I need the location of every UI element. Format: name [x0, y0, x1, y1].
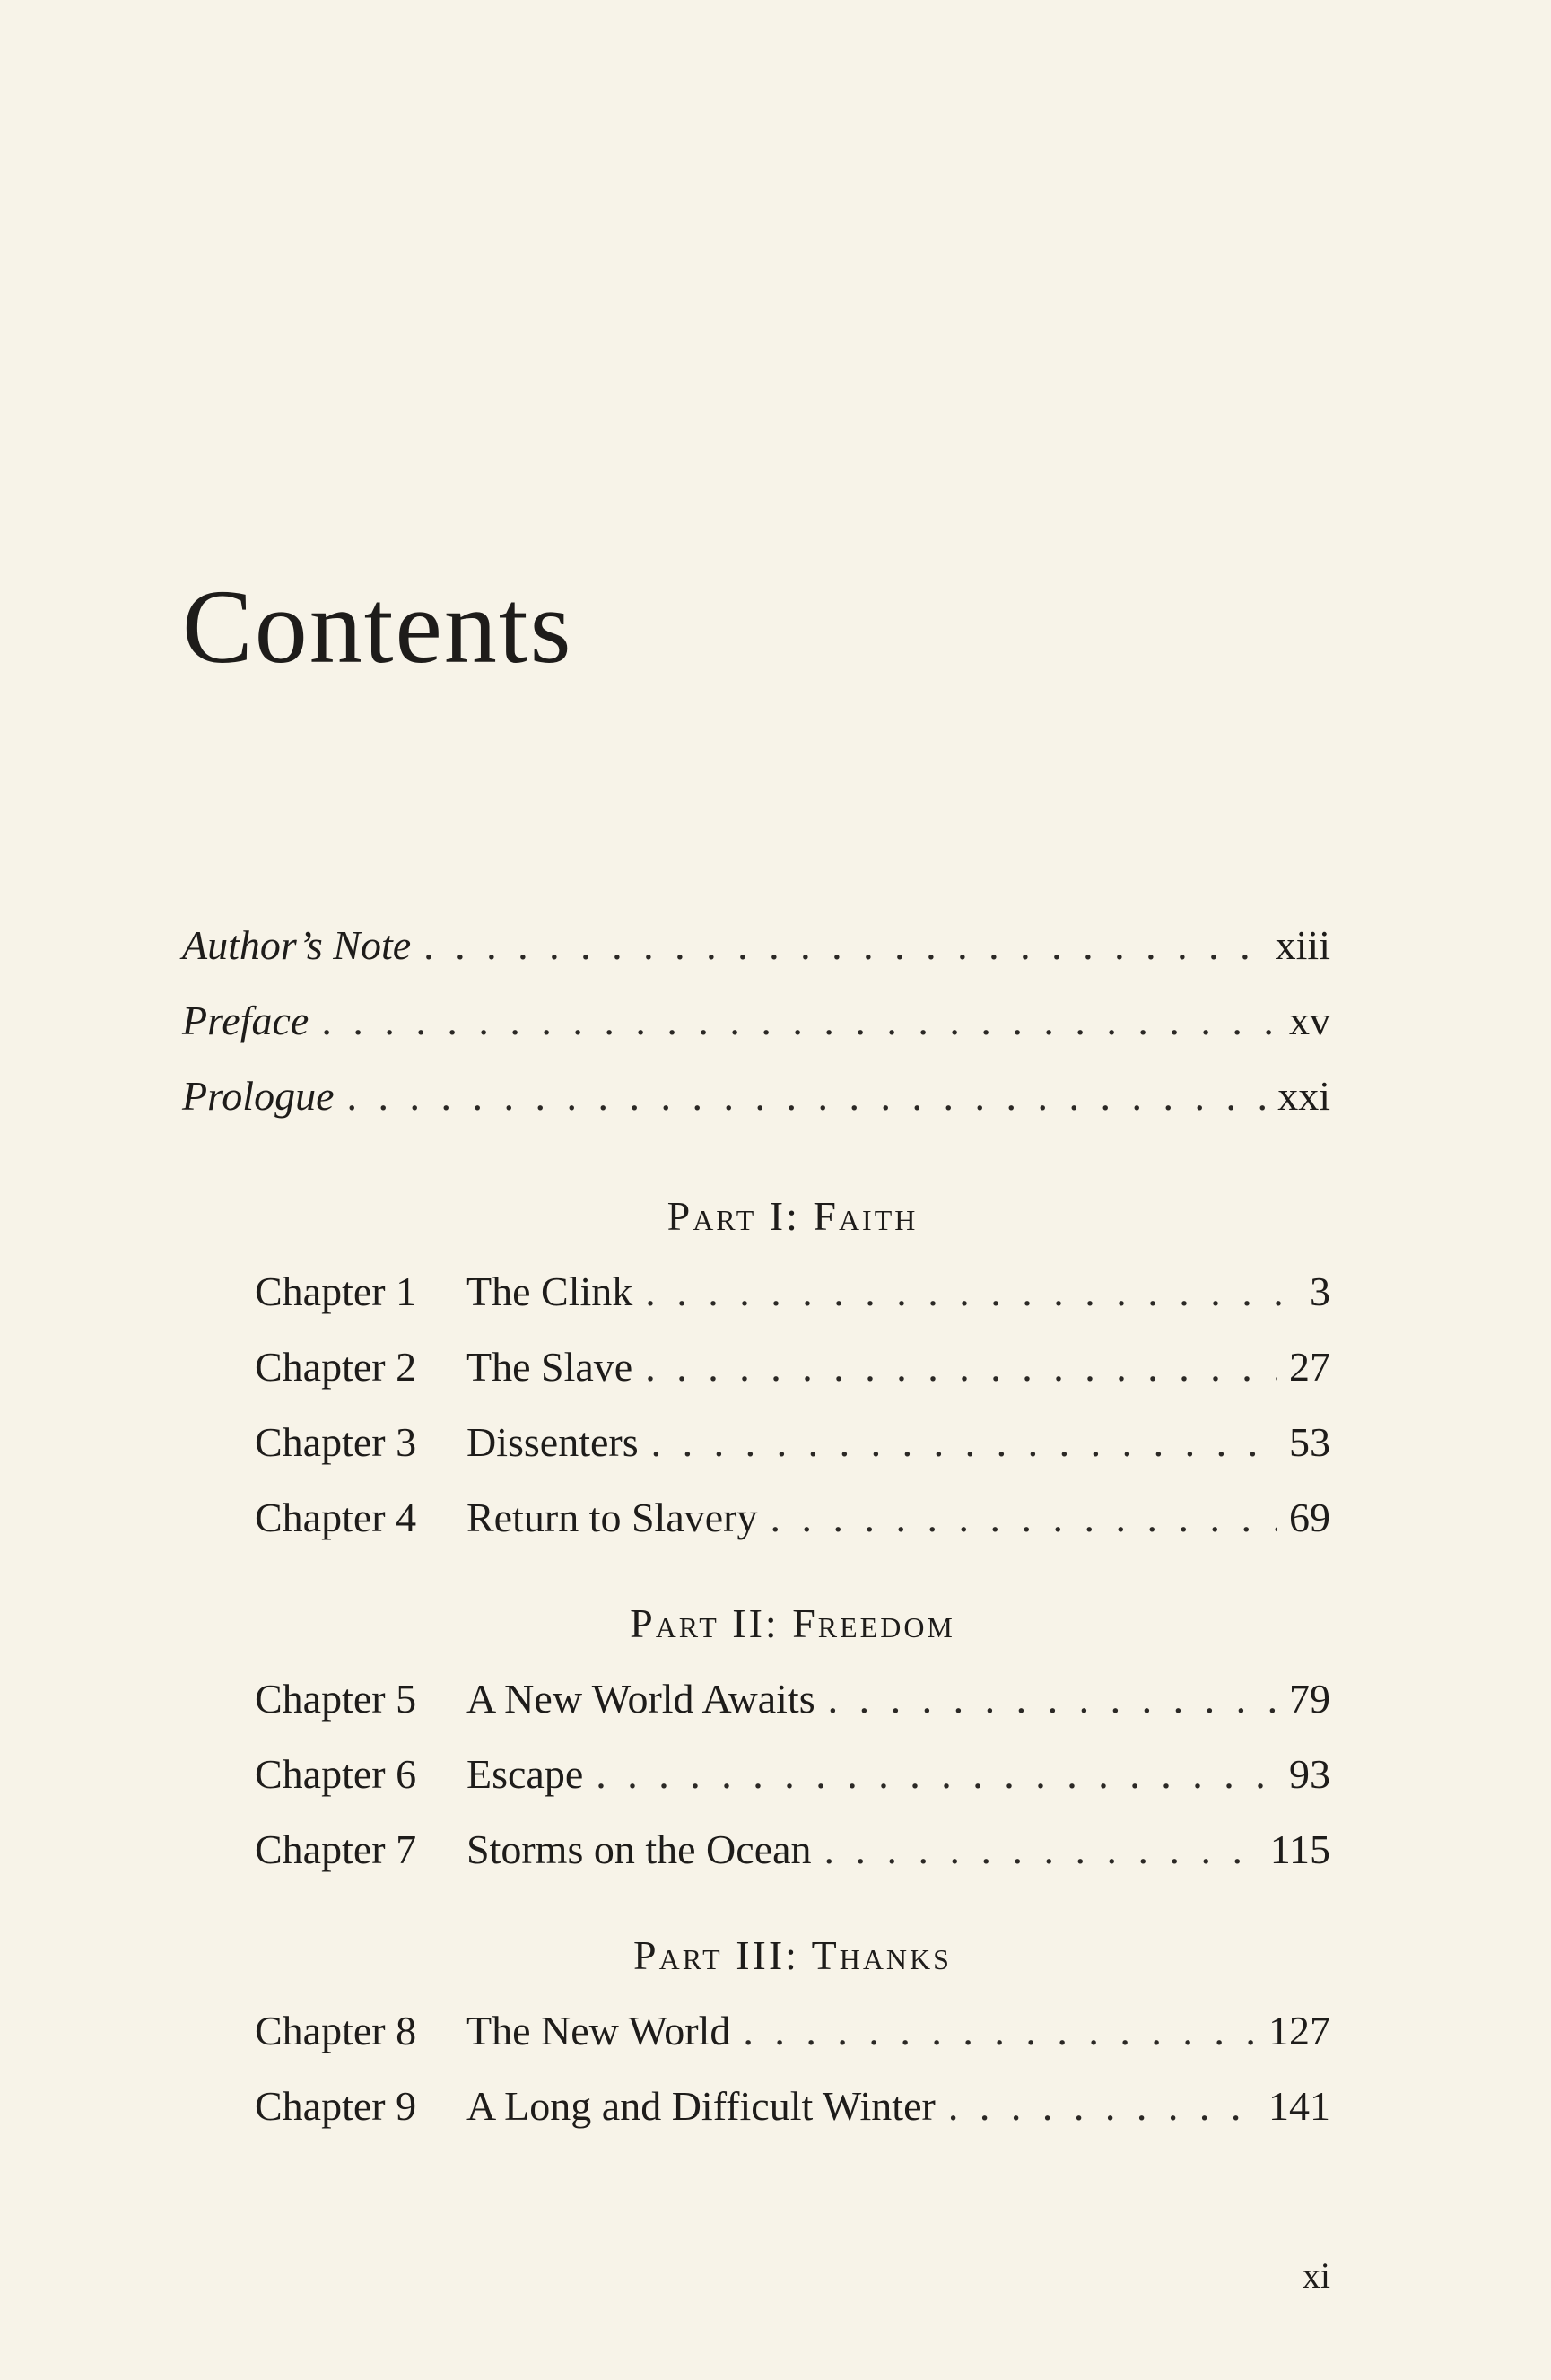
chapter-page: 3 [1310, 1268, 1330, 1314]
chapter-title: The Clink [466, 1268, 633, 1314]
chapter-number: Chapter 8 [255, 2008, 417, 2053]
toc-chapter-row [255, 1491, 1330, 1545]
toc-entry-page: xxi [1277, 1073, 1330, 1119]
dot-leader [347, 1069, 1266, 1123]
dot-leader [824, 1823, 1258, 1877]
chapter-number: Chapter 3 [255, 1419, 417, 1465]
chapter-page: 115 [1269, 1826, 1330, 1872]
chapter-number: Chapter 9 [255, 2083, 417, 2129]
toc-entry-preface [182, 994, 1330, 1048]
dot-leader [828, 1672, 1277, 1726]
toc-chapter-row [255, 1672, 1330, 1726]
dot-leader [596, 1748, 1277, 1801]
dot-leader [645, 1340, 1277, 1394]
toc-entry-page: xv [1289, 998, 1330, 1043]
toc-entry-label: Preface [182, 998, 309, 1043]
dot-leader [645, 1265, 1297, 1319]
chapter-number: Chapter 7 [255, 1826, 417, 1872]
chapter-title: Return to Slavery [466, 1495, 758, 1540]
toc-chapter-row [255, 1265, 1330, 1319]
part-heading: Part II: Freedom [630, 1600, 955, 1646]
chapter-number: Chapter 1 [255, 1268, 417, 1314]
page-title: Contents [182, 568, 573, 685]
part-heading: Part I: Faith [667, 1193, 919, 1239]
chapter-number: Chapter 4 [255, 1495, 417, 1540]
toc-chapter-row [255, 1823, 1330, 1877]
chapter-page: 93 [1289, 1751, 1330, 1797]
chapter-title: Escape [466, 1751, 584, 1797]
chapter-number: Chapter 5 [255, 1676, 417, 1722]
chapter-page: 141 [1268, 2083, 1330, 2129]
page-number: xi [1302, 2255, 1330, 2296]
chapter-page: 53 [1289, 1419, 1330, 1465]
chapter-page: 79 [1289, 1676, 1330, 1722]
chapter-title: A Long and Difficult Winter [466, 2083, 936, 2129]
dot-leader [651, 1416, 1277, 1469]
dot-leader [948, 2079, 1256, 2133]
dot-leader [423, 919, 1263, 972]
dot-leader [771, 1491, 1277, 1545]
chapter-page: 127 [1268, 2008, 1330, 2053]
chapter-title: The New World [466, 2008, 731, 2053]
chapter-title: Storms on the Ocean [466, 1826, 812, 1872]
toc-chapter-row [255, 1748, 1330, 1801]
chapter-number: Chapter 2 [255, 1344, 417, 1390]
dot-leader [743, 2004, 1256, 2058]
part-heading: Part III: Thanks [633, 1932, 952, 1978]
toc-entry-page: xiii [1275, 922, 1330, 968]
toc-entry-prologue [182, 1069, 1330, 1123]
chapter-page: 27 [1289, 1344, 1330, 1390]
toc-chapter-row [255, 1416, 1330, 1469]
chapter-title: The Slave [466, 1344, 633, 1390]
toc-entry-label: Author’s Note [182, 922, 412, 968]
chapter-title: Dissenters [466, 1419, 639, 1465]
toc-entry-authors-note [182, 919, 1330, 972]
dot-leader [321, 994, 1277, 1048]
toc-chapter-row [255, 2079, 1330, 2133]
chapter-number: Chapter 6 [255, 1751, 417, 1797]
toc-chapter-row [255, 2004, 1330, 2058]
toc-entry-label: Prologue [182, 1073, 335, 1119]
chapter-page: 69 [1289, 1495, 1330, 1540]
toc-chapter-row [255, 1340, 1330, 1394]
chapter-title: A New World Awaits [466, 1676, 815, 1722]
